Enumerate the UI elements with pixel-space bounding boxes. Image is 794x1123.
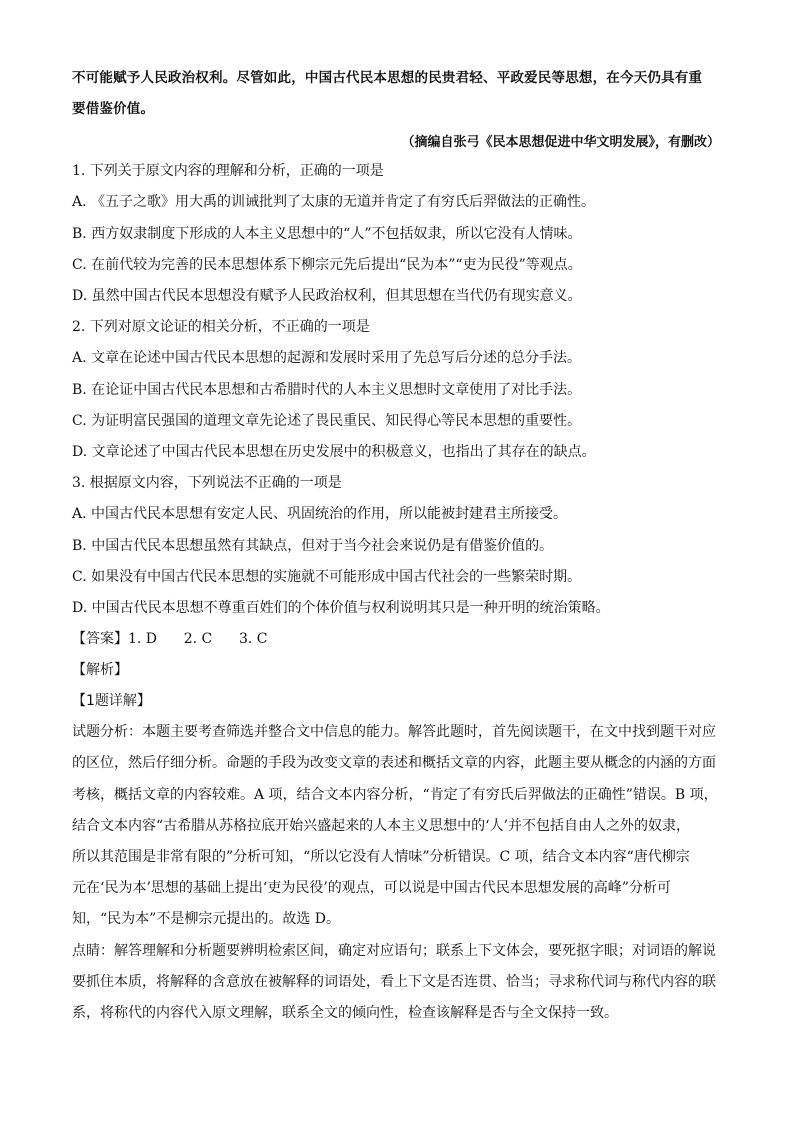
tip-line-1: 点睛：解答理解和分析题要辨明检索区间，确定对应语句；联系上下文体会，要死抠字眼；对词语的解说 — [72, 943, 716, 959]
analysis-line-2: 的区位，然后仔细分析。命题的手段为改变文章的表述和概括文章的内容，此题主要从概念的内涵的方面 — [72, 755, 716, 771]
tip-line-3: 系，将称代的内容代入原文理解，联系全文的倾向性，检查该解释是否与全文保持一致。 — [72, 1005, 618, 1021]
answer-line — [72, 629, 267, 649]
question-3-option-a: A. 中国古代民本思想有安定人民、巩固统治的作用，所以能被封建君主所接受。 — [72, 506, 568, 522]
analysis-line-7: 知，“民为本”不是柳宗元提出的。故选 D。 — [72, 911, 340, 927]
analysis-line-1: 试题分析：本题主要考查筛选并整合文中信息的能力。解答此题时，首先阅读题干，在文中找到题干对应 — [72, 724, 716, 740]
question-1-option-b: B. 西方奴隶制度下形成的人本主义思想中的“人”不包括奴隶，所以它没有人情味。 — [72, 226, 582, 242]
analysis-sub-label: 【1题详解】 — [72, 693, 151, 709]
analysis-label: 【解析】 — [72, 662, 128, 678]
analysis-line-5: 所以其范围是非常有限的”分析可知，“所以它没有人情味”分析错误。C 项，结合文本内容“唐代柳宗 — [72, 849, 690, 865]
question-2-option-a: A. 文章在论述中国古代民本思想的起源和发展时采用了先总写后分述的总分手法。 — [72, 350, 582, 366]
question-2-option-c: C. 为证明富民强国的道理文章先论述了畏民重民、知民得心等民本思想的重要性。 — [72, 413, 582, 429]
question-3-option-b: B. 中国古代民本思想虽然有其缺点，但对于当今社会来说仍是有借鉴价值的。 — [72, 538, 554, 554]
question-1-option-a: A. 《五子之歌》用大禹的训诫批判了太康的无道并肯定了有穷氏后羿做法的正确性。 — [72, 194, 596, 210]
tip-line-2: 要抓住本质，将解释的含意放在被解释的词语处，看上下文是否连贯、恰当；寻求称代词与称代内容的联 — [72, 974, 716, 990]
passage-line-1: 不可能赋予人民政治权利。尽管如此，中国古代民本思想的民贵君轻、平政爱民等思想，在今天仍具有重 — [72, 70, 703, 86]
question-2-option-d: D. 文章论述了中国古代民本思想在历史发展中的积极意义，也指出了其存在的缺点。 — [72, 444, 596, 460]
question-1-option-d: D. 虽然中国古代民本思想没有赋予人民政治权利，但其思想在当代仍有现实意义。 — [72, 288, 582, 304]
passage-line-2: 要借鉴价值。 — [72, 101, 155, 117]
question-2-option-b: B. 在论证中国古代民本思想和古希腊时代的人本主义思想时文章使用了对比手法。 — [72, 382, 582, 398]
analysis-line-4: 结合文本内容“古希腊从苏格拉底开始兴盛起来的人本主义思想中的‘人’并不包括自由人之外的奴隶， — [72, 818, 691, 834]
question-3-stem: 3. 根据原文内容，下列说法不正确的一项是 — [72, 475, 342, 491]
question-3-option-c: C. 如果没有中国古代民本思想的实施就不可能形成中国古代社会的一些繁荣时期。 — [72, 569, 582, 585]
analysis-line-3: 考核，概括文章的内容较难。A 项，结合文本内容分析，“肯定了有穷氏后羿做法的正确性”错误。B 项， — [72, 787, 718, 803]
question-3-option-d: D. 中国古代民本思想不尊重百姓们的个体价值与权利说明其只是一种开明的统治策略。 — [72, 600, 610, 616]
passage-source: （摘编自张弓《民本思想促进中华文明发展》，有删改） — [401, 135, 720, 150]
analysis-line-6: 元在‘民为本’思想的基础上提出‘吏为民役’的观点，可以说是中国古代民本思想发展的高峰”分析可 — [72, 880, 671, 896]
answer-values: 1. D 2. C 3. C — [128, 631, 268, 647]
question-1-option-c: C. 在前代较为完善的民本思想体系下柳宗元先后提出“民为本”“吏为民役”等观点。 — [72, 257, 582, 273]
question-1-stem: 1. 下列关于原文内容的理解和分析，正确的一项是 — [72, 163, 384, 179]
question-2-stem: 2. 下列对原文论证的相关分析，不正确的一项是 — [72, 319, 370, 335]
answer-label: 【答案】 — [72, 631, 128, 647]
